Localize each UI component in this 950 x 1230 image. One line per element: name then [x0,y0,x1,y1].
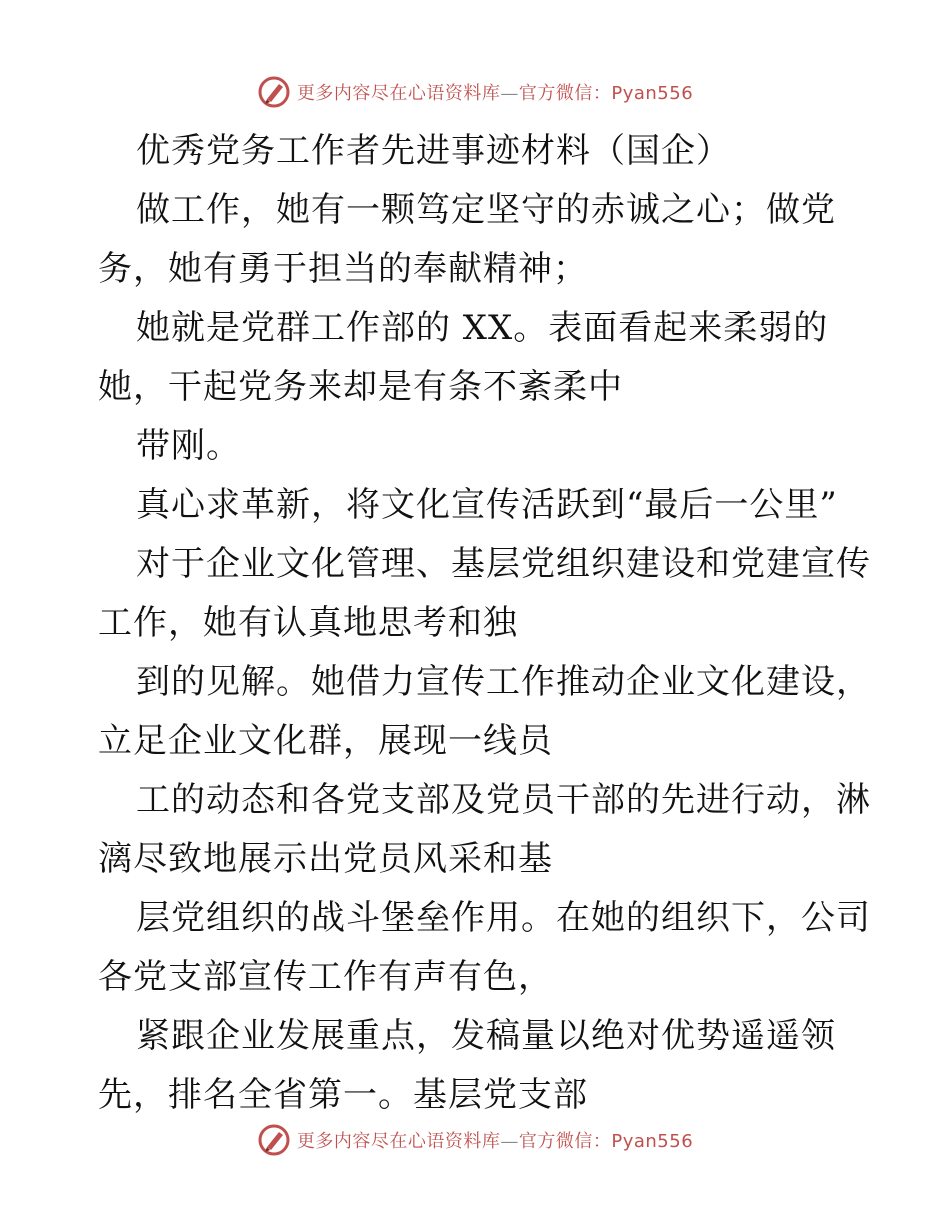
paragraph-line: 带刚。 [136,426,241,466]
paragraph-line: 做工作，她有一颗笃定坚守的赤诚之心；做党 [136,190,836,230]
footer-watermark-banner [0,1120,950,1160]
paragraph-line: 漓尽致地展示出党员风采和基 [98,839,553,879]
document-body [98,122,888,1125]
paragraph-line: 到的见解。她借力宣传工作推动企业文化建设， [136,662,871,702]
header-watermark-banner [0,72,950,112]
paragraph-line: 立足企业文化群，展现一线员 [98,721,553,761]
paragraph-line: 工的动态和各党支部及党员干部的先进行动，淋 [136,780,871,820]
paragraph-line: 先，排名全省第一。基层党支部 [98,1075,588,1115]
pen-logo-icon [257,1123,291,1157]
paragraph-line: 务，她有勇于担当的奉献精神； [98,249,588,289]
paragraph-line: 紧跟企业发展重点，发稿量以绝对优势遥遥领 [136,1016,836,1056]
paragraph-line: 真心求革新，将文化宣传活跃到“最后一公里” [136,485,838,525]
paragraph-line: 工作，她有认真地思考和独 [98,603,518,643]
watermark-text: 更多内容尽在心语资料库—官方微信：Pyan556 [296,83,694,104]
paragraph-line: 层党组织的战斗堡垒作用。在她的组织下，公司 [136,898,871,938]
paragraph-line: 各党支部宣传工作有声有色， [98,957,553,997]
paragraph-line: 对于企业文化管理、基层党组织建设和党建宣传 [136,544,871,584]
watermark-text: 更多内容尽在心语资料库—官方微信：Pyan556 [296,1131,694,1152]
document-title: 优秀党务工作者先进事迹材料（国企） [136,131,731,171]
paragraph-line: 她，干起党务来却是有条不紊柔中 [98,367,623,407]
paragraph-line: 她就是党群工作部的 XX。表面看起来柔弱的 [136,308,829,348]
pen-logo-icon [257,75,291,109]
